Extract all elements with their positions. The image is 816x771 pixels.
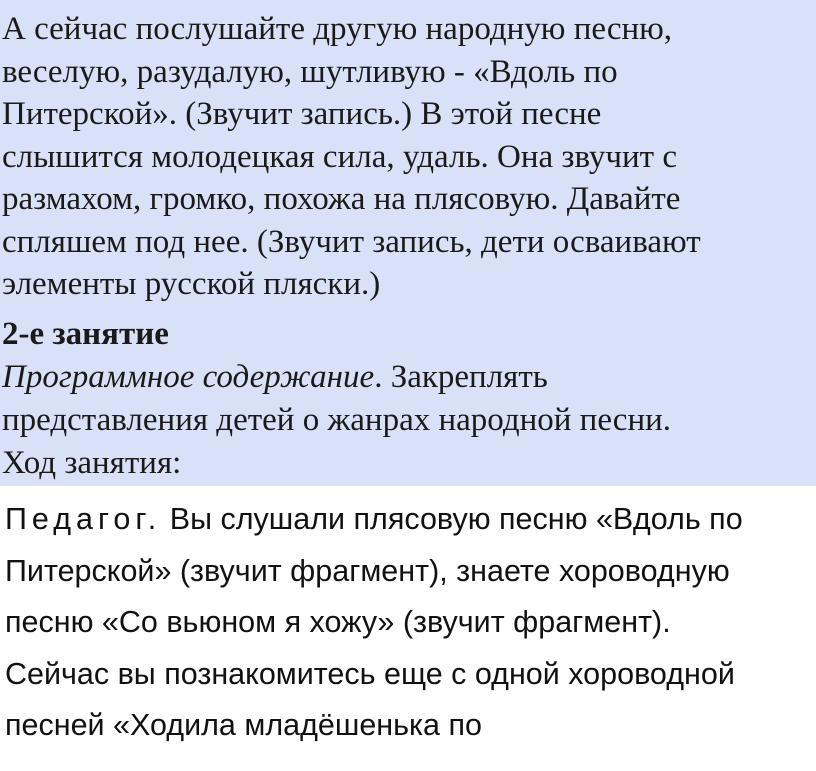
teacher-line: песней «Ходила младёшенька по [5, 708, 482, 742]
teacher-first-line [5, 494, 815, 546]
intro-paragraph [2, 8, 814, 306]
intro-line: спляшем под нее. (Звучит запись, дети осваивают [2, 223, 701, 260]
lesson-title: 2-е занятие [2, 316, 169, 352]
course-heading: Ход занятия: [2, 445, 182, 481]
intro-line: слышится молодецкая сила, удаль. Она звучит с [2, 138, 677, 175]
intro-line: элементы русской пляски.) [2, 266, 381, 302]
teacher-line: Вы слушали плясовую песню «Вдоль по [161, 502, 743, 536]
intro-line: веселую, разудалую, шутливую - «Вдоль по [2, 53, 618, 90]
teacher-line: Питерской» (звучит фрагмент), знаете хороводную [5, 553, 730, 588]
program-first-line [2, 356, 814, 399]
teacher-line: песню «Со вьюном я хожу» (звучит фрагмент). [5, 605, 671, 639]
program-text: . Закреплять [374, 359, 548, 395]
intro-line: Питерской». (Звучит запись.) В этой песне [2, 96, 602, 132]
teacher-line: Сейчас вы познакомитесь еще с одной хороводной [5, 656, 735, 691]
program-content [2, 356, 814, 441]
intro-line: размахом, громко, похожа на плясовую. Давайте [2, 181, 681, 217]
program-label: Программное содержание [2, 359, 375, 395]
program-text-continued: представления детей о жанрах народной песни. [2, 401, 672, 438]
intro-line: А сейчас послушайте другую народную песню, [2, 11, 673, 47]
speaker-label: Педагог. [5, 502, 162, 536]
teacher-paragraph [5, 494, 815, 752]
